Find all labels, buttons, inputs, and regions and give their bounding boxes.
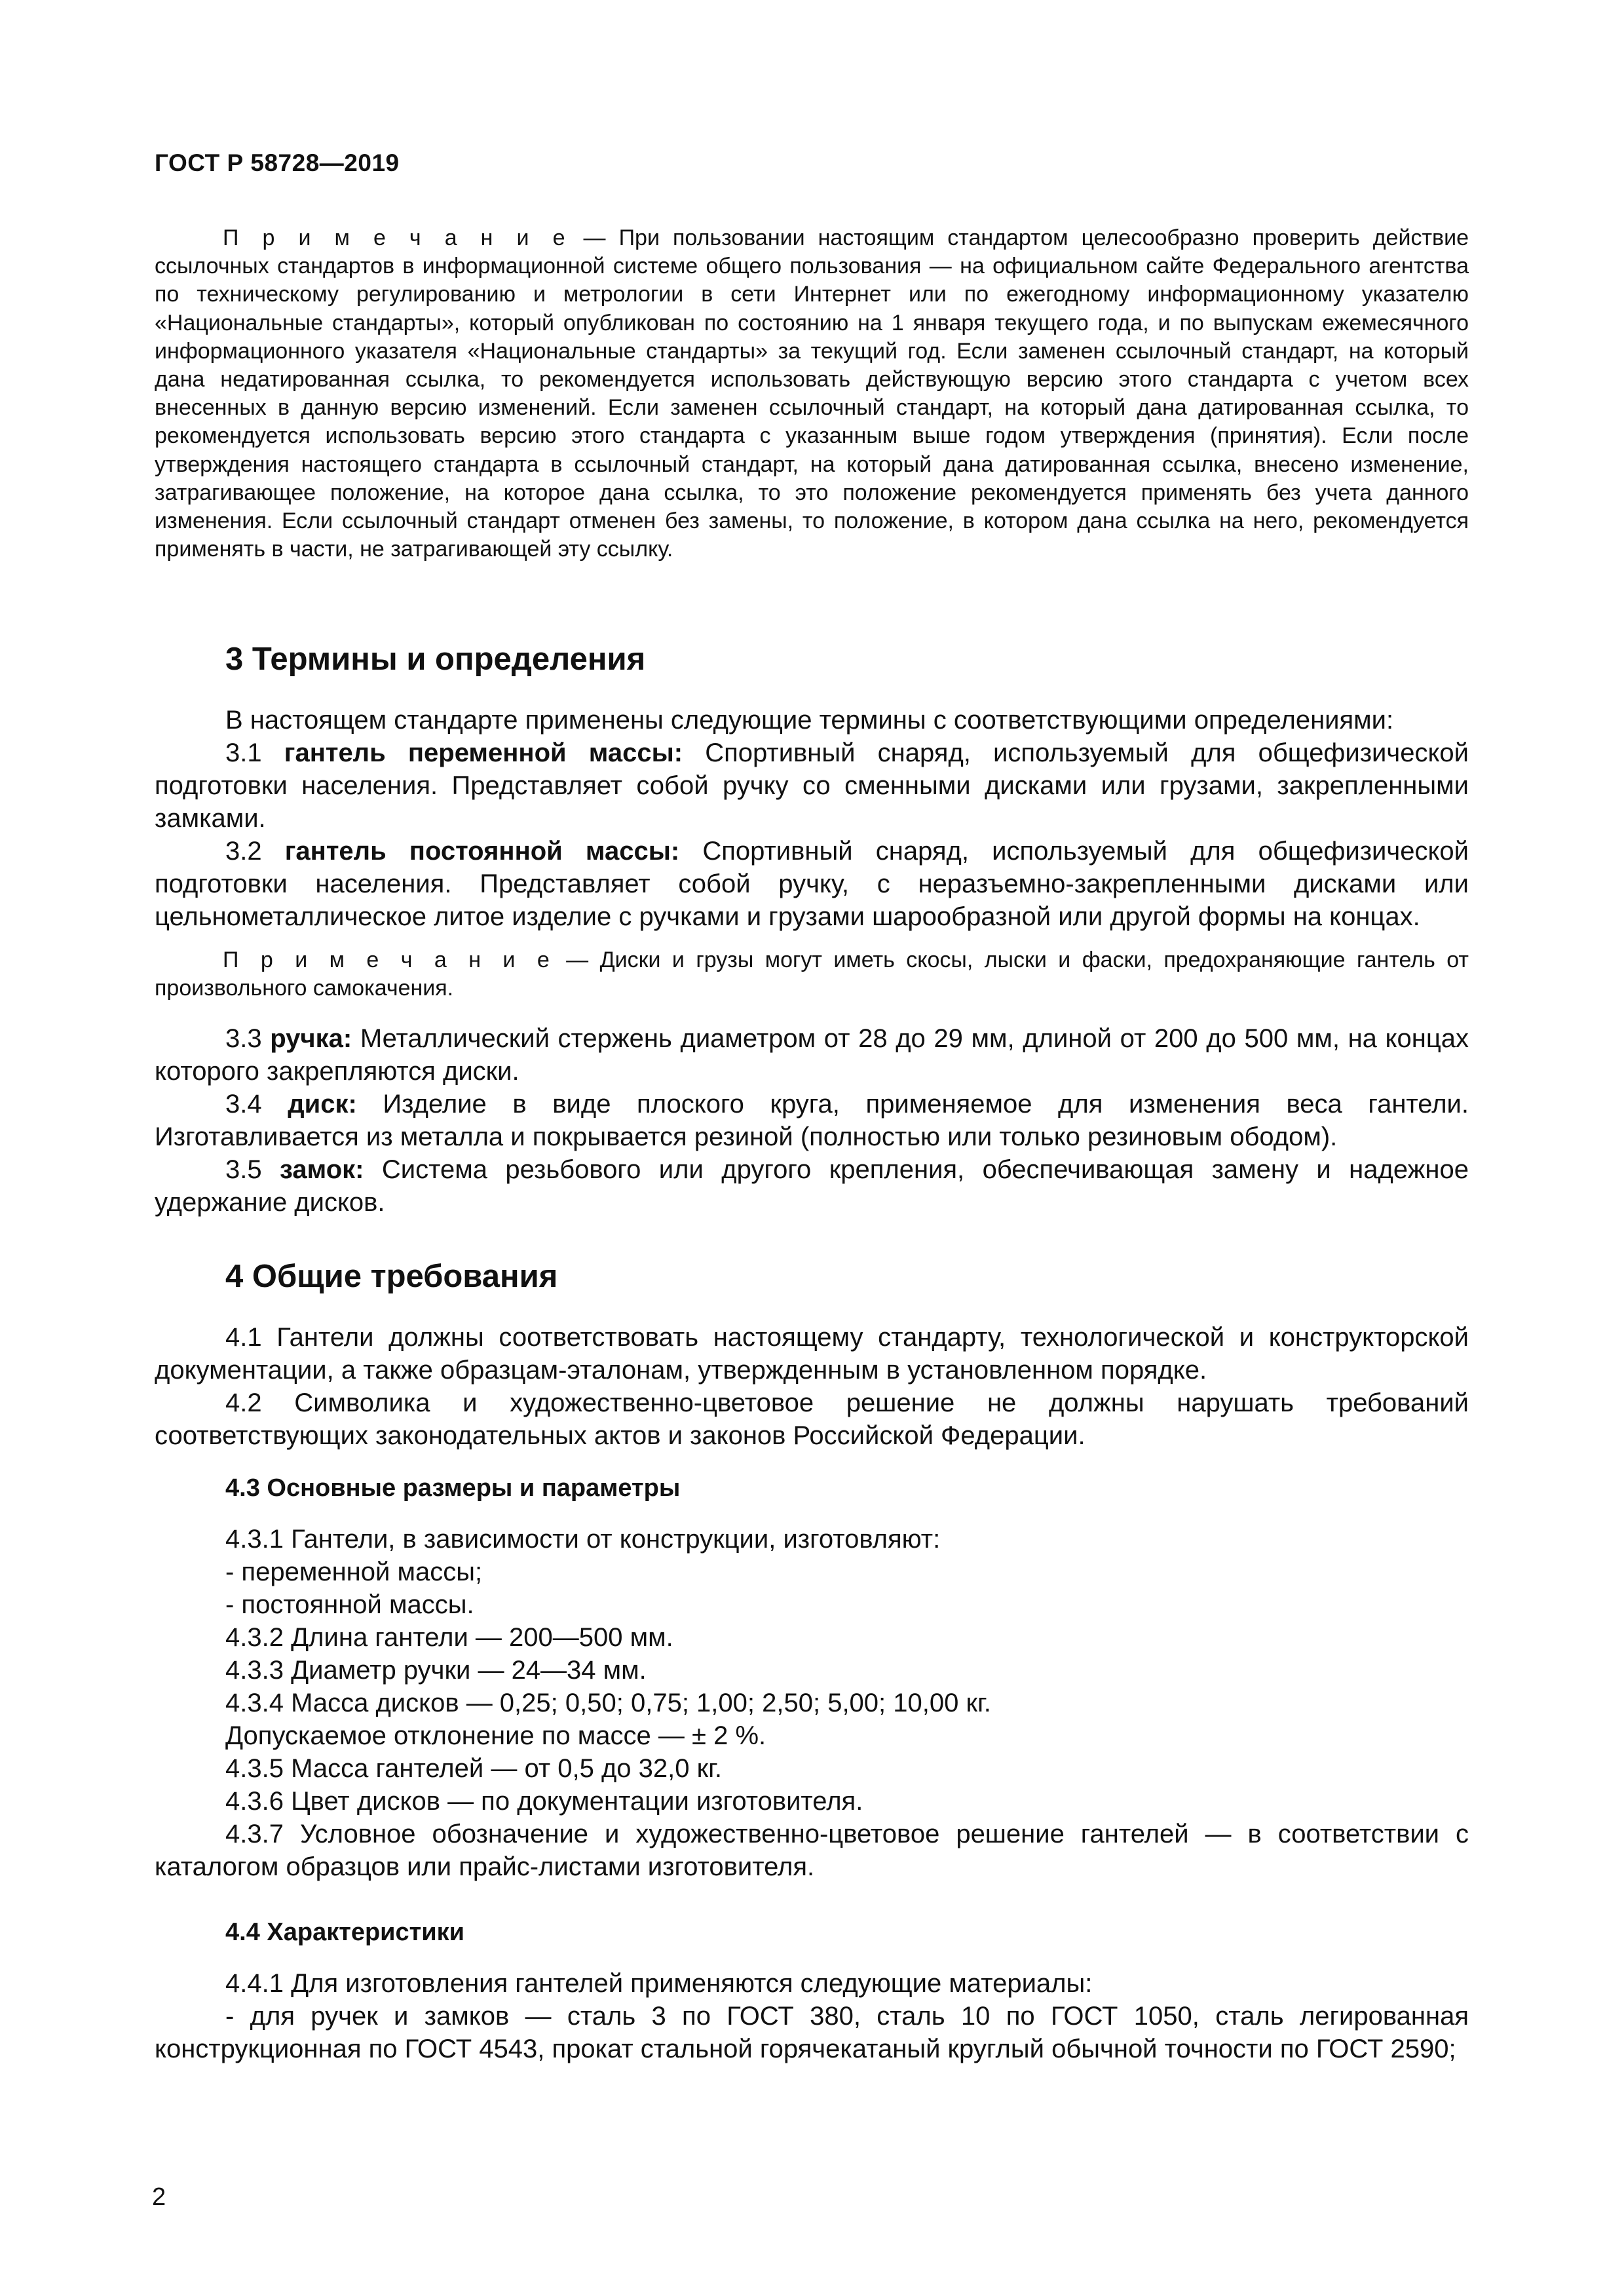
section-3-heading: 3 Термины и определения (225, 641, 646, 677)
section-3-body-continued (155, 1022, 1469, 1219)
term-name: диск: (288, 1090, 357, 1119)
list-line: Допускаемое отклонение по массе — ± 2 %. (225, 1721, 766, 1750)
document-id-header: ГОСТ Р 58728—2019 (155, 149, 400, 176)
subsection-4-3-heading: 4.3 Основные размеры и параметры (225, 1474, 681, 1502)
term-3-2 (155, 835, 1469, 933)
term-number: 3.5 (225, 1155, 280, 1184)
reference-note (155, 224, 1469, 564)
list-line: 4.3.3 Диаметр ручки — 24—34 мм. (225, 1656, 647, 1685)
term-definition: Металлический стержень диаметром от 28 до 29 мм, длиной от 200 до 500 мм, на концах которого закрепляются диски. (155, 1024, 1469, 1086)
page-number: 2 (152, 2183, 166, 2211)
note-text: — При пользовании настоящим стандартом целесообразно проверить действие ссылочных стандартов в информационной системе общего пользования — на официальном сайте Федерального агентства по техническому регулированию и метрологии в сети Интернет или по ежегодному информационному указателю «Национальные стандарты», который опубликован по состоянию на 1 января текущего года, и по выпускам ежемесячного информационного указателя «Национальные стандарты» за текущий год. Если заменен ссылочный стандарт, на который дана недатированная ссылка, то рекомендуется использовать действующую версию этого стандарта с учетом всех внесенных в данную версию изменений. Если заменен ссылочный стандарт, на который дана датированная ссылка, то рекомендуется использовать версию этого стандарта с указанным выше годом утверждения (принятия). Если после утверждения настоящего стандарта в ссылочный стандарт, на который дана датированная ссылка, внесено изменение, затрагивающее положение, на которое дана ссылка, то это положение рекомендуется применять без учета данного изменения. Если ссылочный стандарт отменен без замены, то положение, в котором дана ссылка на него, рекомендуется применять в части, не затрагивающей эту ссылку. (155, 225, 1469, 562)
list-line: 4.3.4 Масса дисков — 0,25; 0,50; 0,75; 1,00; 2,50; 5,00; 10,00 кг. (225, 1689, 991, 1717)
subsection-4-3-body (155, 1523, 1469, 1883)
term-definition: Система резьбового или другого крепления, обеспечивающая замену и надежное удержание дисков. (155, 1155, 1469, 1217)
term-3-4 (155, 1088, 1469, 1153)
note-label: П р и м е ч а н и е (223, 947, 555, 972)
section-4-heading: 4 Общие требования (225, 1259, 558, 1294)
subsection-4-4-heading: 4.4 Характеристики (225, 1919, 465, 1946)
paragraph-4-4-1: 4.4.1 Для изготовления гантелей применяются следующие материалы: (225, 1969, 1093, 1998)
term-name: ручка: (270, 1024, 352, 1053)
term-number: 3.2 (225, 837, 285, 866)
list-line: 4.3.2 Длина гантели — 200—500 мм. (225, 1623, 673, 1652)
list-line: - переменной массы; (225, 1558, 483, 1586)
note-text: — Диски и грузы могут иметь скосы, лыски и фаски, предохраняющие гантель от произвольного самокачения. (155, 947, 1469, 1001)
term-name: гантель постоянной массы: (284, 837, 680, 866)
term-definition: Изделие в виде плоского круга, применяемое для изменения веса гантели. Изготавливается из металла и покрывается резиной (полностью или только резиновым ободом). (155, 1090, 1469, 1151)
list-line: - постоянной массы. (225, 1590, 474, 1619)
term-note-paragraph (155, 946, 1469, 1003)
term-name: гантель переменной массы: (284, 738, 683, 767)
term-name: замок: (280, 1155, 364, 1184)
list-line: 4.3.6 Цвет дисков — по документации изготовителя. (225, 1787, 863, 1816)
term-3-5 (155, 1153, 1469, 1219)
term-number: 3.1 (225, 738, 284, 767)
paragraph-4-2: 4.2 Символика и художественно-цветовое решение не должны нарушать требований соответствующих законодательных актов и законов Российской Федерации. (155, 1388, 1469, 1450)
subsection-4-4-body (155, 1967, 1469, 2065)
paragraph-4-1: 4.1 Гантели должны соответствовать настоящему стандарту, технологической и конструкторской документации, а также образцам-эталонам, утвержденным в установленном порядке. (155, 1323, 1469, 1385)
section-3-body (155, 704, 1469, 933)
term-3-1 (155, 737, 1469, 835)
section-4-body (155, 1321, 1469, 1452)
list-line: 4.3.5 Масса гантелей — от 0,5 до 32,0 кг. (225, 1754, 722, 1783)
term-3-3 (155, 1022, 1469, 1088)
list-line: 4.3.1 Гантели, в зависимости от конструкции, изготовляют: (225, 1525, 941, 1554)
term-definition: Спортивный снаряд, используемый для общефизической подготовки населения. Представляет собой ручку со сменными дисками или грузами, закрепленными замками. (155, 738, 1469, 833)
paragraph-4-4-1-item: - для ручек и замков — сталь 3 по ГОСТ 380, сталь 10 по ГОСТ 1050, сталь легированная конструкционная по ГОСТ 4543, прокат стальной горячекатаный круглый обычной точности по ГОСТ 2590; (155, 2002, 1469, 2063)
paragraph-4-3-7: 4.3.7 Условное обозначение и художественно-цветовое решение гантелей — в соответствии с каталогом образцов или прайс-листами изготовителя. (155, 1820, 1469, 1881)
reference-note-paragraph (155, 224, 1469, 564)
term-number: 3.3 (225, 1024, 271, 1053)
note-label: П р и м е ч а н и е (223, 225, 571, 250)
term-note (155, 946, 1469, 1003)
term-number: 3.4 (225, 1090, 288, 1119)
section-3-intro: В настоящем стандарте применены следующие термины с соответствующими определениями: (225, 706, 1394, 735)
term-definition: Спортивный снаряд, используемый для общефизической подготовки населения. Представляет собой ручку, с неразъемно-закрепленными дисками или цельнометаллическое литое изделие с ручками и грузами шарообразной или другой формы на концах. (155, 837, 1469, 931)
